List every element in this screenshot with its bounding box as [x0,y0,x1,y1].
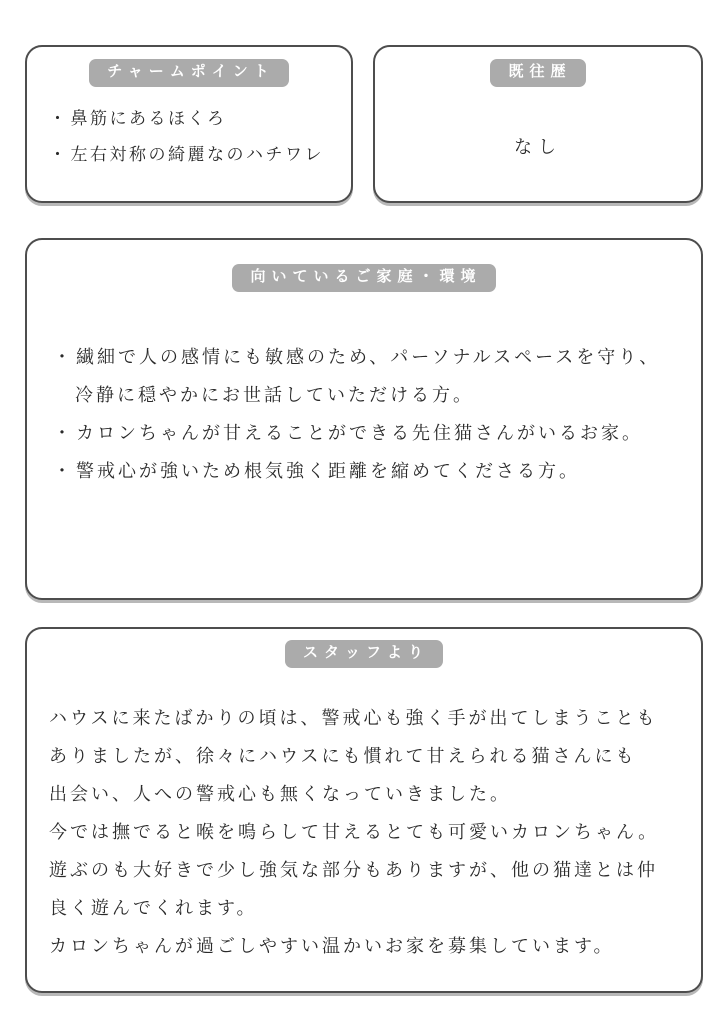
medical-history-value: なし [514,136,562,157]
suitable-home-item [53,452,679,490]
suitable-home-list [27,338,701,490]
charm-points-badge-row [27,59,351,87]
charm-point-text: 鼻筋にあるほくろ [70,108,227,128]
staff-message-card [25,627,703,993]
charm-points-card [25,45,353,203]
staff-message-line: ありましたが、徐々にハウスにも慣れて甘えられる猫さんにも [49,745,637,766]
staff-message-line: 出会い、人への警戒心も無くなっていきました。 [49,783,511,804]
suitable-home-text: 警戒心が強いため根気強く距離を縮めてくださる方。 [76,460,580,481]
suitable-home-badge-row [27,264,701,292]
staff-message-line: ハウスに来たばかりの頃は、警戒心も強く手が出てしまうことも [49,707,658,728]
charm-point-item [49,101,333,137]
charm-points-badge: チャームポイント [89,59,289,87]
staff-message-text [27,699,701,965]
medical-history-badge-row [375,59,701,87]
staff-message-line: 今では撫でると喉を鳴らして甘えるとても可愛いカロンちゃん。 [49,821,660,842]
bullet-icon: ・ [53,422,74,443]
charm-point-item [49,137,333,173]
bullet-icon: ・ [49,144,69,164]
staff-message-badge: スタッフより [285,640,443,668]
staff-message-line: 良く遊んでくれます。 [49,897,258,918]
charm-point-text: 左右対称の綺麗なのハチワレ [70,144,324,164]
staff-message-line: 遊ぶのも大好きで少し強気な部分もありますが、他の猫達とは仲 [49,859,658,880]
staff-message-line: カロンちゃんが過ごしやすい温かいお家を募集しています。 [49,935,615,956]
suitable-home-badge: 向いているご家庭・環境 [232,264,495,292]
suitable-home-item [53,414,679,452]
charm-points-list [27,101,351,173]
bullet-icon: ・ [49,108,69,128]
suitable-home-text: カロンちゃんが甘えることができる先住猫さんがいるお家。 [76,422,643,443]
bullet-icon: ・ [53,346,74,367]
medical-history-card [373,45,703,203]
suitable-home-card [25,238,703,600]
suitable-home-item [53,338,679,414]
medical-history-badge: 既往歴 [490,59,585,87]
bullet-icon: ・ [53,460,74,481]
staff-message-badge-row [27,640,701,668]
suitable-home-text: 繊細で人の感情にも敏感のため、パーソナルスペースを守り、冷静に穏やかにお世話していただける方。 [75,346,661,405]
